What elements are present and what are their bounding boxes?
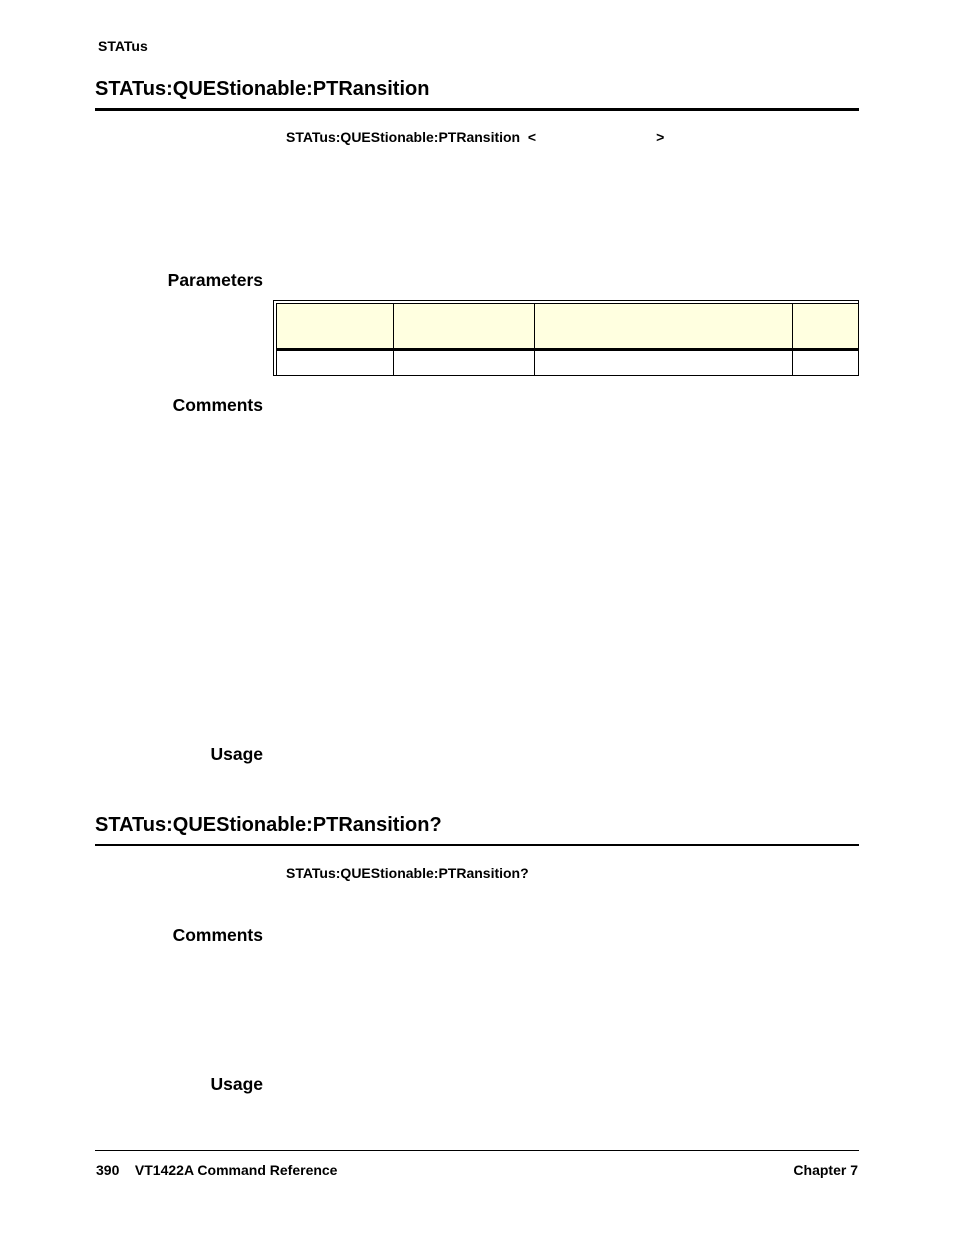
usage-heading: Usage xyxy=(210,1074,263,1094)
command-syntax xyxy=(286,129,664,145)
table-cell xyxy=(793,350,859,376)
running-head: STATus xyxy=(98,38,148,54)
table-row xyxy=(277,350,859,376)
section-title-ptransition: STATus:QUEStionable:PTRansition xyxy=(95,78,430,100)
table-header-cell xyxy=(535,304,793,350)
parameters-table xyxy=(273,300,859,376)
section-title-ptransition-query: STATus:QUEStionable:PTRansition? xyxy=(95,814,442,836)
table-cell xyxy=(277,350,394,376)
footer-page-info: 390 VT1422A Command Reference xyxy=(96,1162,338,1178)
parameters-heading: Parameters xyxy=(167,270,263,290)
comments-heading: Comments xyxy=(172,395,263,415)
section-title-rule xyxy=(95,844,859,846)
syntax-command: STATus:QUEStionable:PTRansition < xyxy=(286,129,537,145)
table-header-row xyxy=(277,304,859,350)
table-header-cell xyxy=(793,304,859,350)
comments-heading: Comments xyxy=(172,925,263,945)
table-header-cell xyxy=(394,304,535,350)
syntax-close-bracket: > xyxy=(656,129,665,145)
footer-chapter: Chapter 7 xyxy=(793,1162,858,1178)
table-header-cell xyxy=(277,304,394,350)
table-cell xyxy=(535,350,793,376)
section-title-rule xyxy=(95,108,859,111)
table-cell xyxy=(394,350,535,376)
footer-rule xyxy=(95,1150,859,1151)
usage-heading: Usage xyxy=(210,744,263,764)
query-syntax: STATus:QUEStionable:PTRansition? xyxy=(286,865,529,881)
